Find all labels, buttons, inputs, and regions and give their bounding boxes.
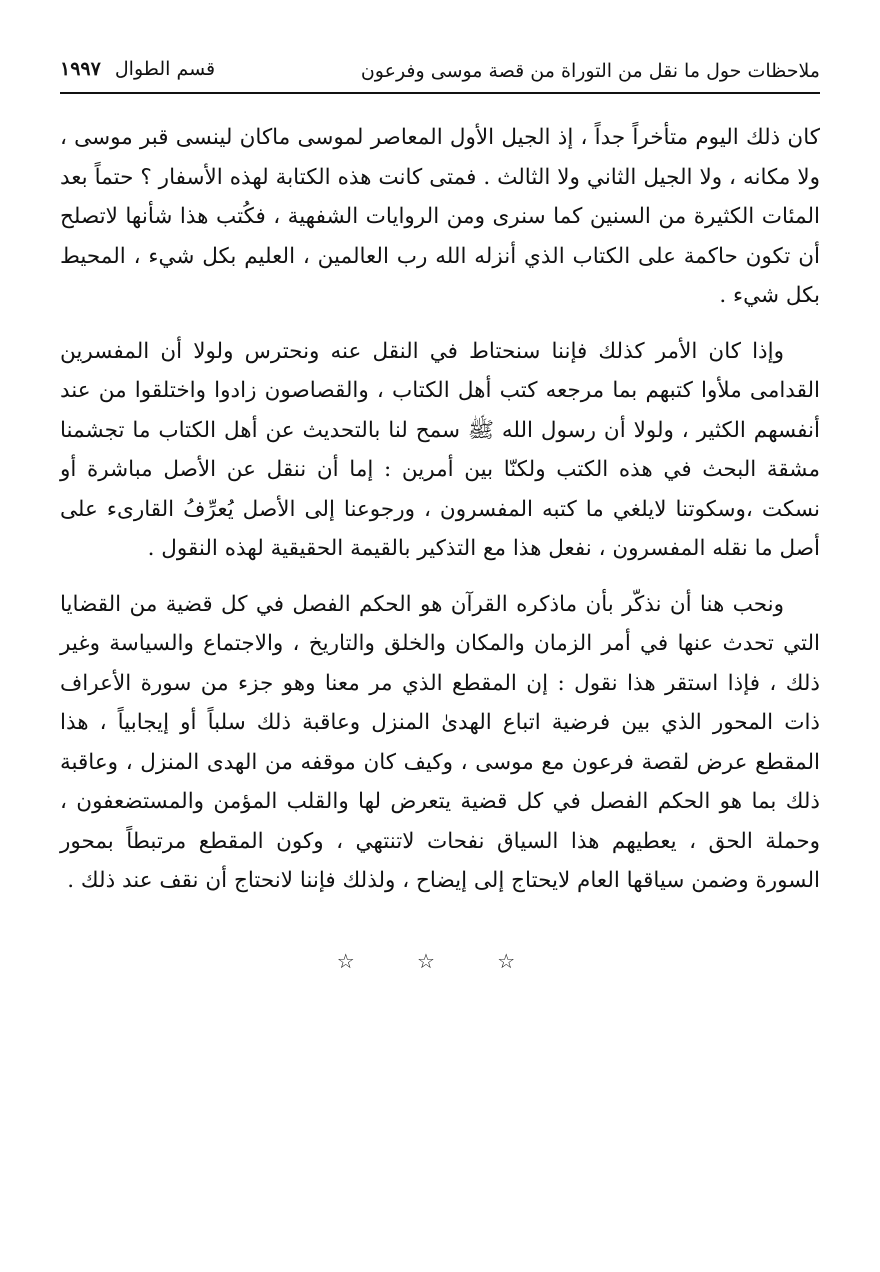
paragraph-2: وإذا كان الأمر كذلك فإننا سنحتاط في النقل عنه ونحترس ولولا أن المفسرين القدامى ملأوا كتبهم بما مرجعه كتب أهل الكتاب ، والقصاصون زادوا واختلقوا من عند أنفسهم الكثير ، ولولا أن رسول الله ﷺ سمح لنا بالتحديث عن أهل الكتاب ما تجشمنا مشقة البحث في هذه الكتب ولكنّا بين أمرين : إما أن ننقل عن الأصل مباشرة أو نسكت ،وسكوتنا لايلغي ما كتبه المفسرون ، ورجوعنا إلى الأصل يُعرِّفُ القارىء على أصل ما نقله المفسرون ، نفعل هذا مع التذكير بالقيمة الحقيقية لهذه النقول . (60, 338, 820, 561)
body-text (60, 118, 820, 901)
section-name: قسم الطوال (114, 58, 216, 80)
document-page (60, 48, 820, 1228)
paragraph-3: ونحب هنا أن نذكّر بأن ماذكره القرآن هو الحكم الفصل في كل قضية من القضايا التي تحدث عنها في أمر الزمان والمكان والخلق والتاريخ ، والاجتماع والسياسة وغير ذلك ، فإذا استقر هذا نقول : إن المقطع الذي مر معنا وهو جزء من سورة الأعراف ذات المحور الذي بين فرضية اتباع الهدىٰ المنزل وعاقبة ذلك سلباً أو إيجابياً ، هذا المقطع عرض لقصة فرعون مع موسى ، وكيف كان موقفه من الهدى المنزل ، وعاقبة ذلك بما هو الحكم الفصل في كل قضية يتعرض لها والقلب المؤمن والمستضعفون ، وحملة الحق ، يعطيهم هذا السياق نفحات لاتنتهي ، وكون المقطع مرتبطاً بمحور السورة وضمن سياقها العام لايحتاج إلى إيضاح ، ولذلك فإننا لانحتاج أن نقف عند ذلك . (60, 591, 820, 893)
section-and-page (60, 58, 215, 80)
running-title: ملاحظات حول ما نقل من التوراة من قصة موسى وفرعون (360, 60, 820, 82)
page-header (60, 48, 820, 94)
section-separator-stars: ☆ ☆ ☆ (336, 948, 544, 973)
page-number: ١٩٩٧ (60, 58, 101, 80)
paragraph-1: كان ذلك اليوم متأخراً جداً ، إذ الجيل الأول المعاصر لموسى ماكان لينسى قبر موسى ، ولا مكانه ، ولا الجيل الثاني ولا الثالث . فمتى كانت هذه الكتابة لهذه الأسفار ؟ حتماً بعد المئات الكثيرة من السنين كما سنرى ومن الروايات الشفهية ، فكُتب هذا شأنها لاتصلح أن تكون حاكمة على الكتاب الذي أنزله الله رب العالمين ، العليم بكل شيء ، المحيط بكل شيء . (60, 125, 820, 308)
